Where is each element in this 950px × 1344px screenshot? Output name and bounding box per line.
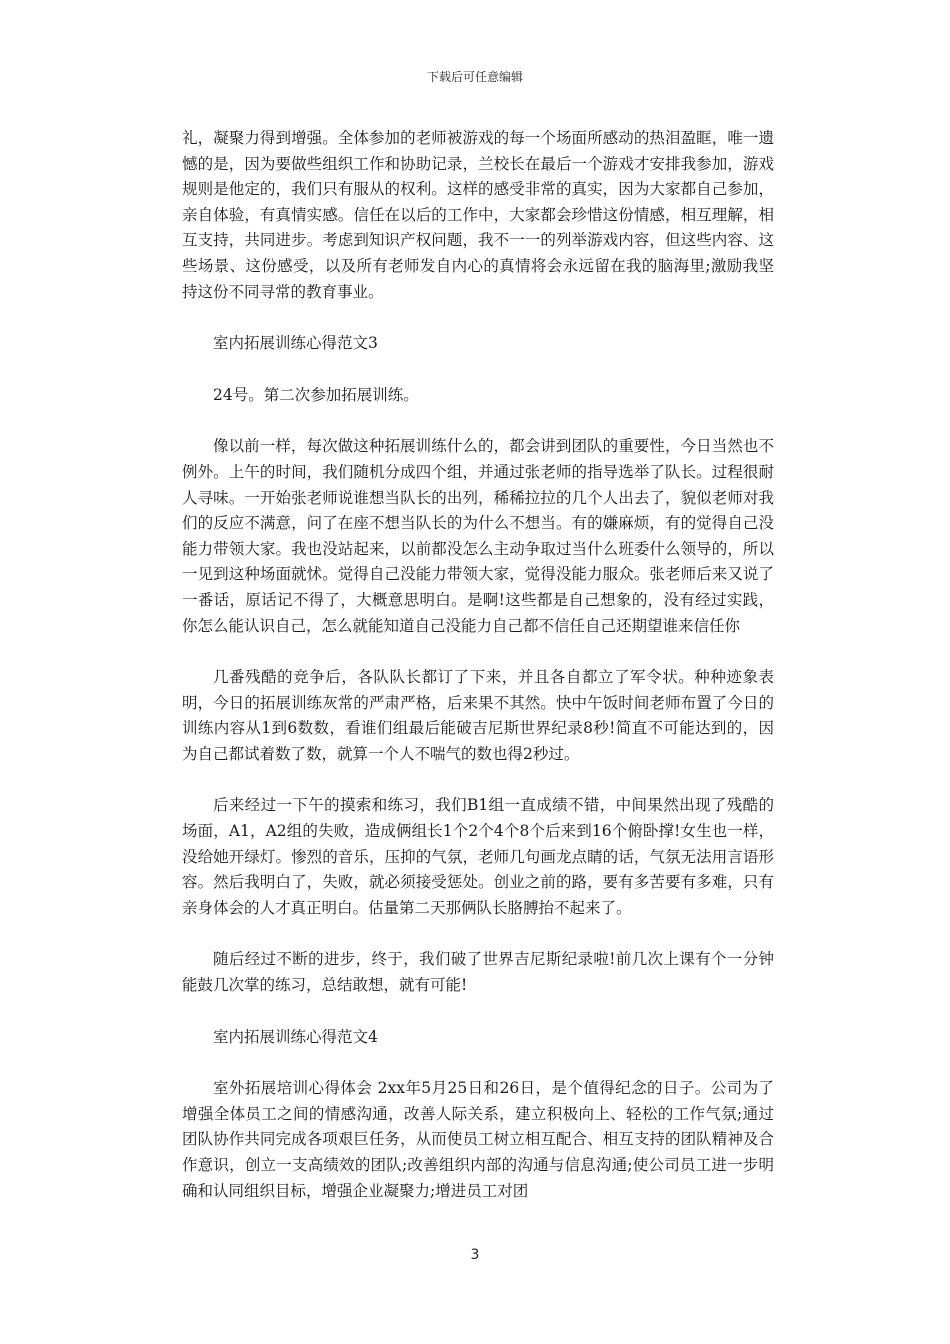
paragraph: 室外拓展培训心得体会 2xx年5月25日和26日，是个值得纪念的日子。公司为了增强全体员工之间的情感沟通，改善人际关系，建立积极向上、轻松的工作气氛;通过团队协作共同完成各项艰巨任务，从而使员工树立相互配合、相互支持的团队精神及合作意识，创立一支高绩效的团队;改善组织内部的沟通与信息沟通;使公司员工进一步明确和认同组织目标，增强企业凝聚力;增进员工对团 <box>182 1079 774 1200</box>
paragraph-continuation: 礼，凝聚力得到增强。全体参加的老师被游戏的每一个场面所感动的热泪盈眶，唯一遗憾的是，因为要做些组织工作和协助记录，兰校长在最后一个游戏才安排我参加，游戏规则是他定的，我们只有服从的权利。这样的感受非常的真实，因为大家都自己参加，亲自体验，有真情实感。信任在以后的工作中，大家都会珍惜这份情感，相互理解，相互支持，共同进步。考虑到知识产权问题，我不一一的列举游戏内容，但这些内容、这些场景、这份感受，以及所有老师发自内心的真情将会永远留在我的脑海里;激励我坚持这份不同寻常的教育事业。 <box>182 129 774 301</box>
document-body <box>182 126 774 1230</box>
paragraph: 像以前一样，每次做这种拓展训练什么的，都会讲到团队的重要性，今日当然也不例外。上午的时间，我们随机分成四个组，并通过张老师的指导选举了队长。过程很耐人寻味。一开始张老师说谁想当队长的出列，稀稀拉拉的几个人出去了，貌似老师对我们的反应不满意，问了在座不想当队长的为什么不想当。有的嫌麻烦，有的觉得自己没能力带领大家。我也没站起来，以前都没怎么主动争取过当什么班委什么领导的，所以一见到这种场面就怵。觉得自己没能力带领大家，觉得没能力服众。张老师后来又说了一番话，原话记不得了，大概意思明白。是啊!这些都是自己想象的，没有经过实践，你怎么能认识自己，怎么就能知道自己没能力自己都不信任自己还期望谁来信任你 <box>182 437 774 635</box>
page-header: 下载后可任意编辑 <box>426 70 523 84</box>
paragraph: 后来经过一下午的摸索和练习，我们B1组一直成绩不错，中间果然出现了残酷的场面，A1，A2组的失败，造成俩组长1个2个4个8个后来到16个俯卧撑!女生也一样，没给她开绿灯。惨烈的音乐，压抑的气氛，老师几句画龙点睛的话，气氛无法用言语形容。然后我明白了，失败，就必须接受惩处。创业之前的路，要有多苦要有多难，只有亲身体会的人才真正明白。估量第二天那俩队长胳膊抬不起来了。 <box>182 796 774 917</box>
page-number: 3 <box>470 1247 480 1263</box>
paragraph: 24号。第二次参加拓展训练。 <box>213 385 419 404</box>
paragraph: 随后经过不断的进步，终于，我们破了世界吉尼斯纪录啦!前几次上课有个一分钟能鼓几次掌的练习，总结敢想，就有可能! <box>182 950 774 995</box>
section-heading-3: 室内拓展训练心得范文3 <box>213 334 378 353</box>
paragraph: 几番残酷的竞争后，各队队长都订了下来，并且各自都立了军令状。种种迹象表明，今日的拓展训练灰常的严肃严格，后来果不其然。快中午饭时间老师布置了今日的训练内容从1到6数数，看谁们组最后能破吉尼斯世界纪录8秒!简直不可能达到的，因为自己都试着数了数，就算一个人不喘气的数也得2秒过。 <box>182 668 774 763</box>
section-heading-4: 室内拓展训练心得范文4 <box>213 1027 378 1046</box>
